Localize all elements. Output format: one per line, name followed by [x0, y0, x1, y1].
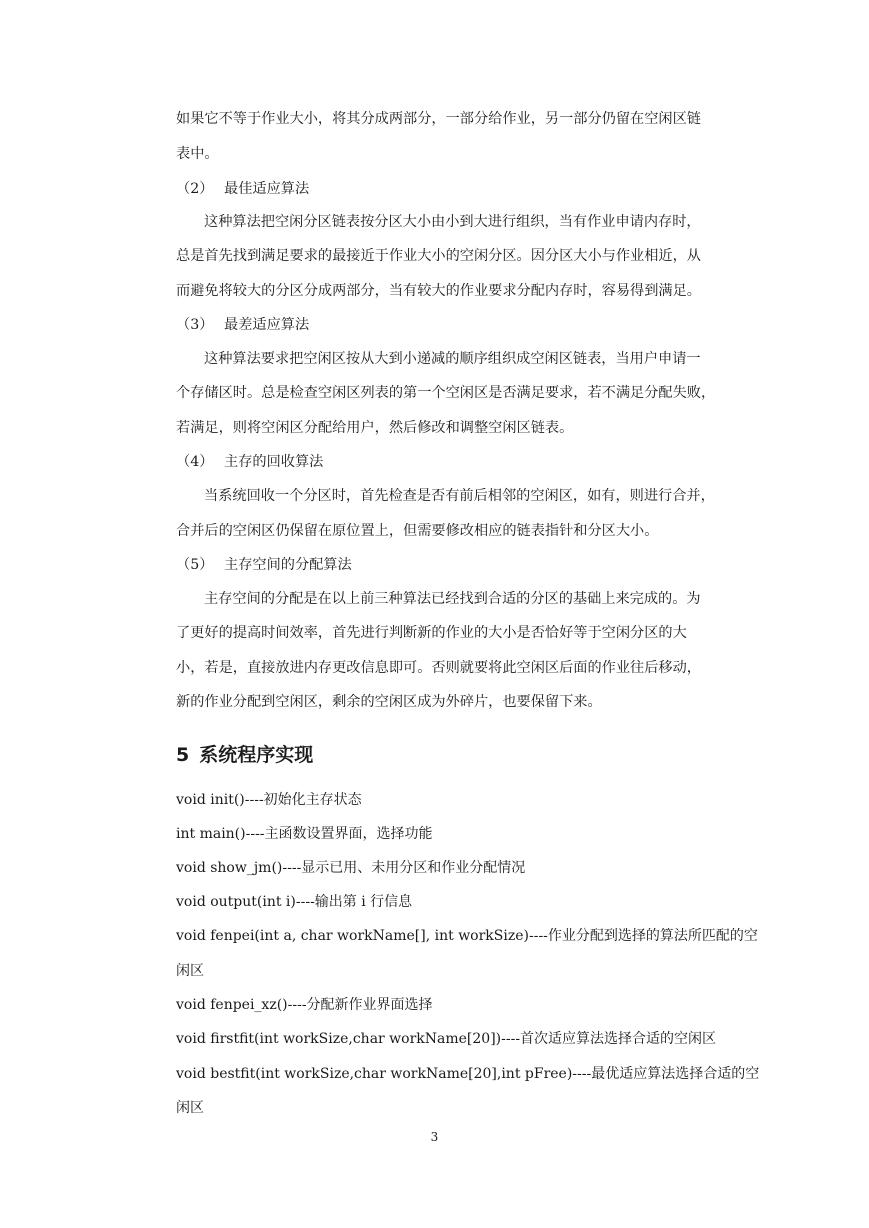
paragraph-line: 主存空间的分配是在以上前三种算法已经找到合适的分区的基础上来完成的。为 — [204, 591, 701, 607]
paragraph-line: 如果它不等于作业大小，将其分成两部分，一部分给作业，另一部分仍留在空闲区链 — [176, 111, 701, 127]
function-line: void output(int i)----输出第 i 行信息 — [176, 894, 413, 910]
item-title: 主存的回收算法 — [224, 454, 324, 470]
function-line: void fenpei_xz()----分配新作业界面选择 — [176, 997, 433, 1013]
section-title: 系统程序实现 — [199, 744, 314, 766]
function-line: void bestfit(int workSize,char workName[20],int pFree)----最优适应算法选择合适的空 — [176, 1066, 760, 1082]
paragraph-line: 新的作业分配到空闲区，剩余的空闲区成为外碎片，也要保留下来。 — [176, 694, 602, 710]
item-heading — [176, 179, 309, 199]
paragraph-line: 表中。 — [176, 146, 219, 162]
page-number: 3 — [430, 1130, 439, 1144]
item-heading — [176, 555, 352, 575]
section-heading — [176, 742, 313, 768]
item-heading — [176, 452, 323, 472]
function-line: 闲区 — [176, 1100, 204, 1116]
section-number: 5 — [176, 744, 190, 766]
paragraph-line: 当系统回收一个分区时，首先检查是否有前后相邻的空闲区，如有，则进行合并， — [204, 488, 715, 504]
function-line: 闲区 — [176, 963, 204, 979]
item-title: 最差适应算法 — [224, 317, 310, 333]
item-number: （4） — [176, 454, 214, 470]
item-number: （2） — [176, 181, 214, 197]
paragraph-line: 合并后的空闲区仍保留在原位置上，但需要修改相应的链表指针和分区大小。 — [176, 523, 659, 539]
paragraph-line: 这种算法把空闲分区链表按分区大小由小到大进行组织，当有作业申请内存时， — [204, 214, 701, 230]
paragraph-line: 而避免将较大的分区分成两部分，当有较大的作业要求分配内存时，容易得到满足。 — [176, 283, 701, 299]
function-line: int main()----主函数设置界面，选择功能 — [176, 826, 433, 842]
paragraph-line: 个存储区时。总是检查空闲区列表的第一个空闲区是否满足要求，若不满足分配失败， — [176, 385, 716, 401]
paragraph-line: 这种算法要求把空闲区按从大到小递减的顺序组织成空闲区链表，当用户申请一 — [204, 351, 701, 367]
function-line: void firstfit(int workSize,char workName[20])----首次适应算法选择合适的空闲区 — [176, 1031, 717, 1047]
function-line: void show_jm()----显示已用、未用分区和作业分配情况 — [176, 860, 526, 876]
item-number: （3） — [176, 317, 214, 333]
item-title: 最佳适应算法 — [224, 181, 310, 197]
item-heading — [176, 315, 309, 335]
item-number: （5） — [176, 557, 214, 573]
function-line: void init()----初始化主存状态 — [176, 792, 362, 808]
paragraph-line: 总是首先找到满足要求的最接近于作业大小的空闲分区。因分区大小与作业相近，从 — [176, 248, 701, 264]
paragraph-line: 了更好的提高时间效率，首先进行判断新的作业的大小是否恰好等于空闲分区的大 — [176, 625, 687, 641]
paragraph-line: 若满足，则将空闲区分配给用户，然后修改和调整空闲区链表。 — [176, 420, 574, 436]
function-line: void fenpei(int a, char workName[], int workSize)----作业分配到选择的算法所匹配的空 — [176, 928, 758, 944]
paragraph-line: 小，若是，直接放进内存更改信息即可。否则就要将此空闲区后面的作业往后移动， — [176, 660, 701, 676]
item-title: 主存空间的分配算法 — [224, 557, 352, 573]
